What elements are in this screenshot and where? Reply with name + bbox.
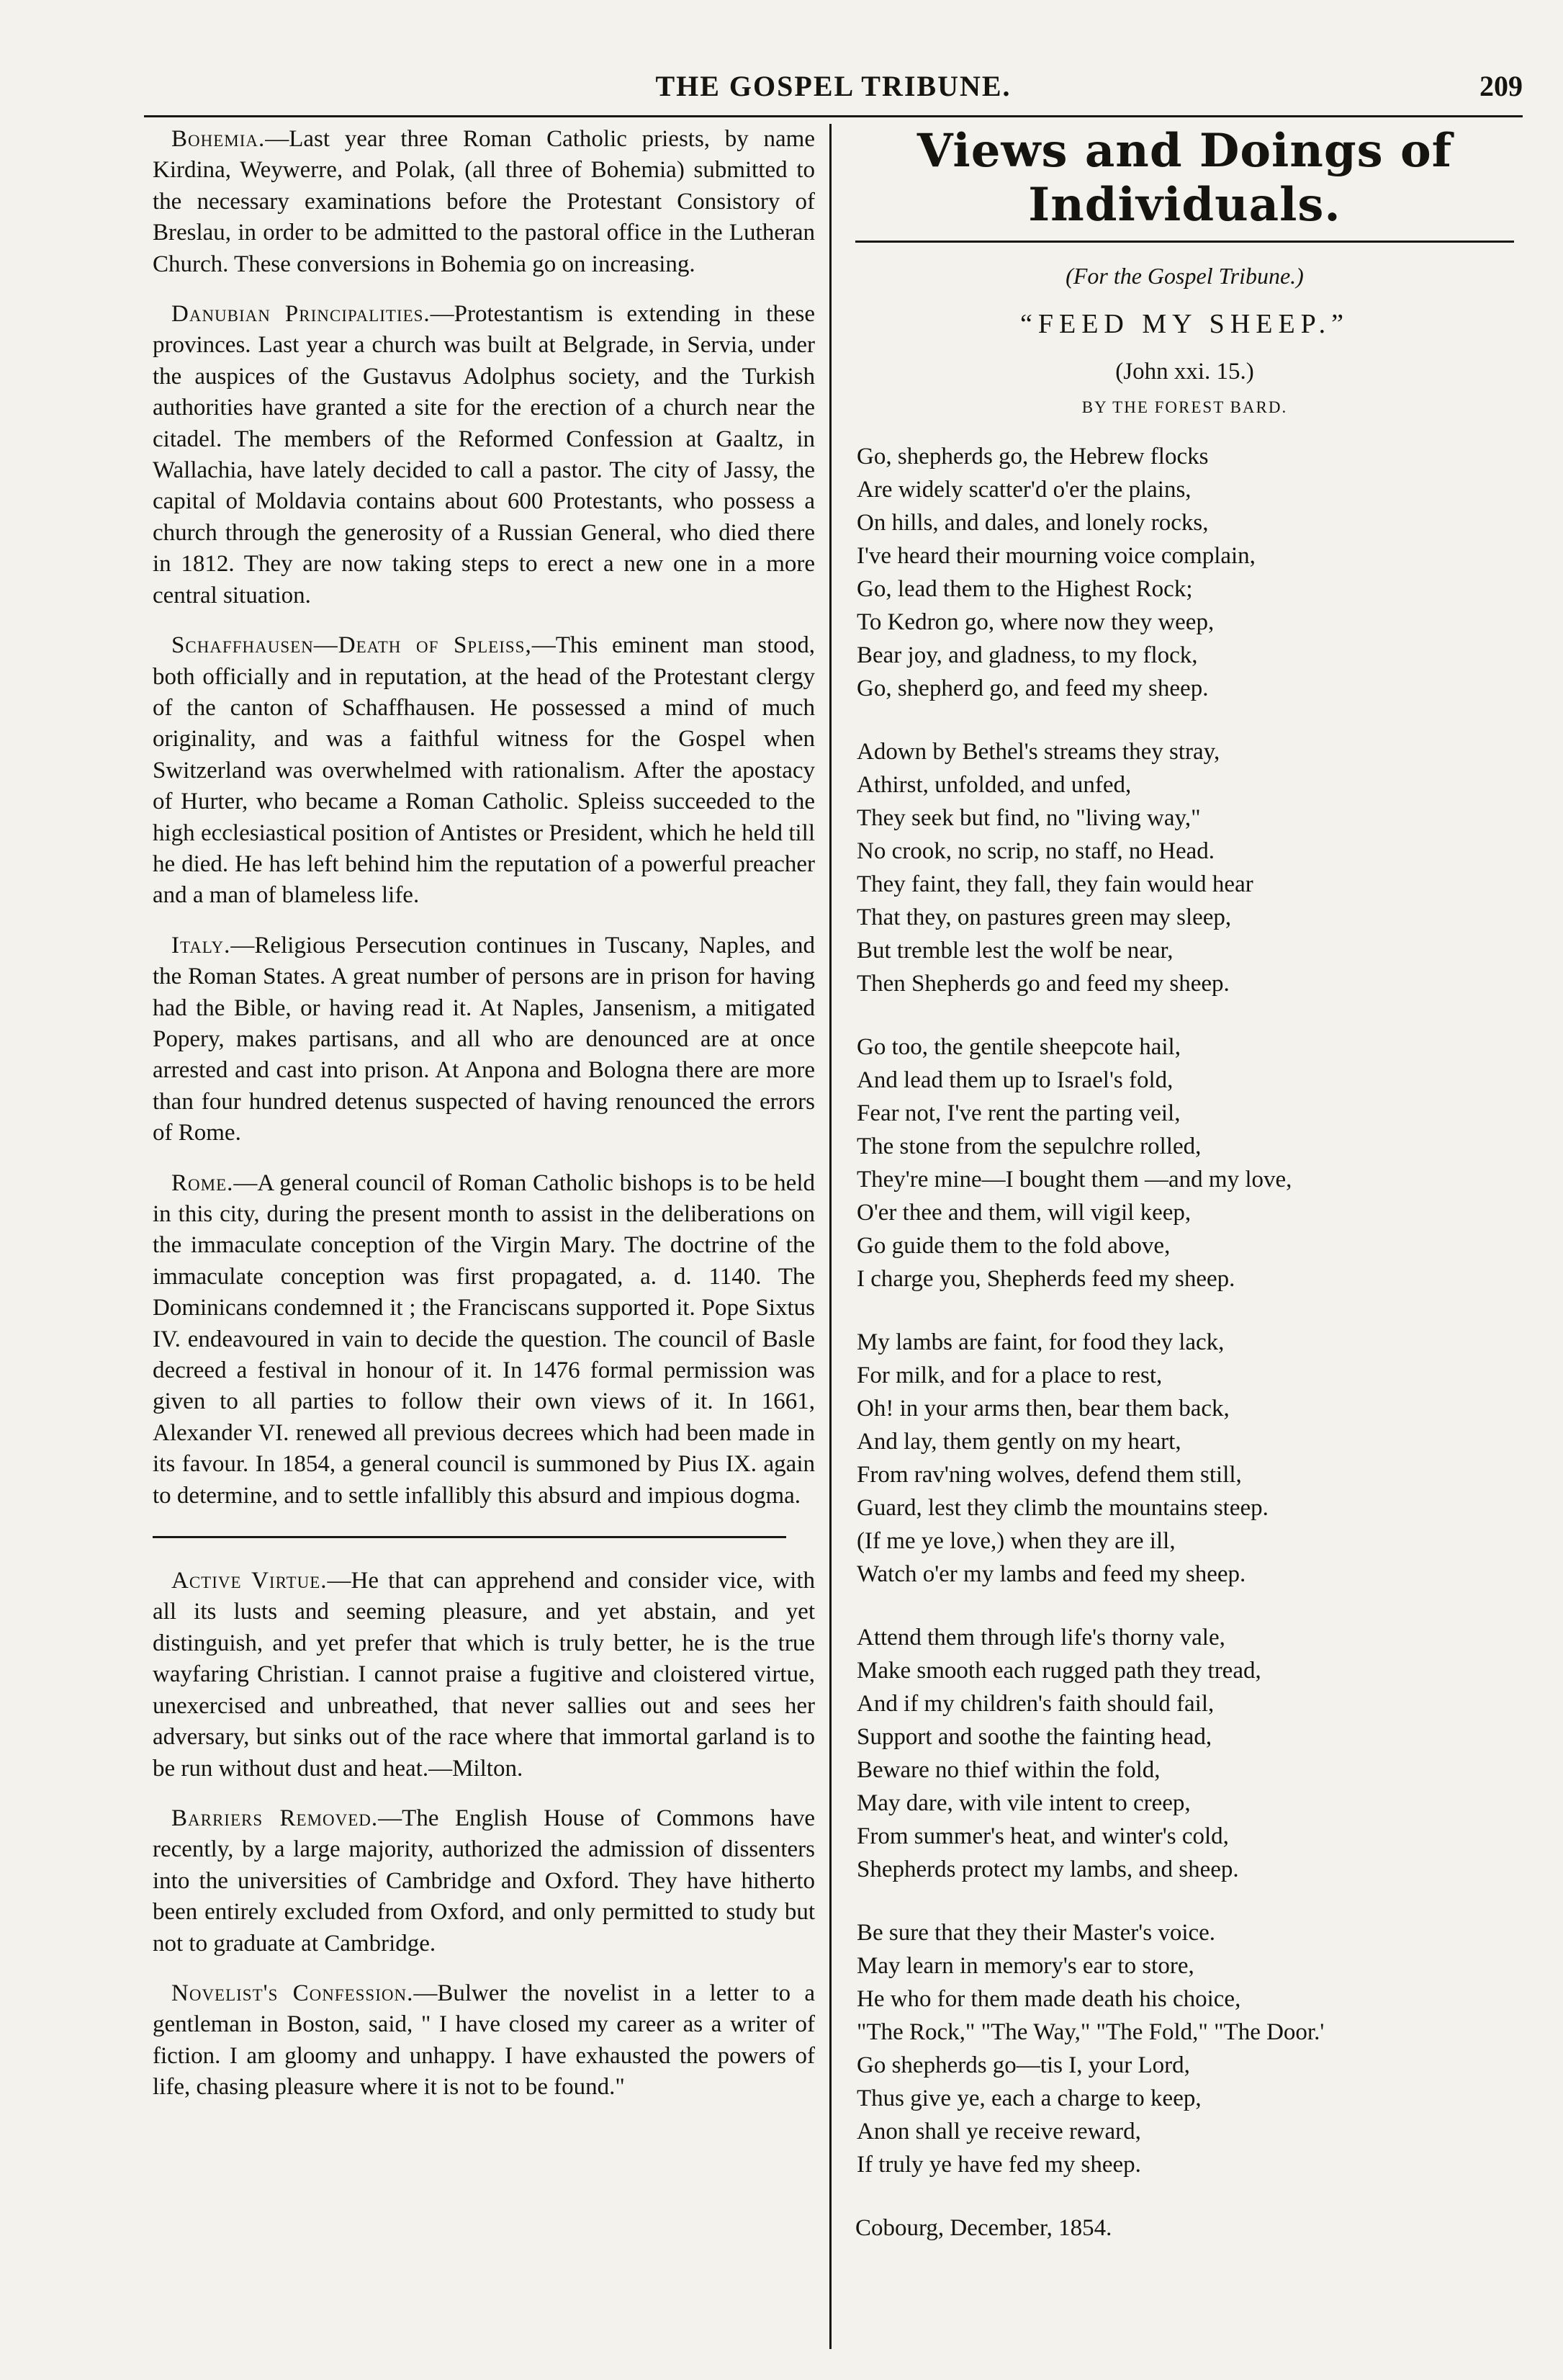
poem-line: And lead them up to Israel's fold, xyxy=(857,1067,1174,1093)
section-separator xyxy=(153,1536,786,1538)
poem-line: The stone from the sepulchre rolled, xyxy=(857,1133,1202,1159)
news-item-text: —Protestantism is extending in these provinces. Last year a church was built at Belgrade, in Servia, under the auspices of the Gustavus Adolphus society, and the Turkish authorities have granted a site for the erection of a church near the citadel. The members of the Reformed Confession at Gaaltz, in Wallachia, have lately decided to call a pastor. The city of Jassy, the capital of Moldavia contains about 600 Protestants, who possess a church through the generosity of a Russian General, who died there in 1812. They are now taking steps to erect a new one in a more central situation. xyxy=(153,301,815,609)
news-item-text: —The English House of Commons have recently, by a large majority, authorized the admission of dissenters into the universities of Cambridge and Oxford. They have hitherto been entirely excluded from Oxford, and only permitted to study but not to graduate at Cambridge. xyxy=(153,1805,815,1957)
poem-line: Shepherds protect my lambs, and sheep. xyxy=(857,1856,1239,1882)
poem-line: They're mine—I bought them —and my love, xyxy=(857,1167,1292,1193)
news-item-heading: Novelist's Confession. xyxy=(171,1980,414,2006)
news-item-heading: Bohemia. xyxy=(171,126,266,152)
poem-line: Fear not, I've rent the parting veil, xyxy=(857,1100,1181,1126)
news-item xyxy=(153,930,815,1149)
poem-line: No crook, no scrip, no staff, no Head. xyxy=(857,838,1215,864)
poem-line: Bear joy, and gladness, to my flock, xyxy=(857,642,1198,668)
poem-stanza xyxy=(855,1030,1514,1295)
news-item-text: —Last year three Roman Catholic priests, by name Kirdina, Weywerre, and Polak, (all three of Bohemia) submitted to the necessary examinations before the Protestant Consistory of Breslau, in order to be admitted to the pastoral office in the Lutheran Church. These conversions in Bohemia go on increasing. xyxy=(153,126,815,277)
news-item xyxy=(153,630,815,912)
poem-line: Guard, lest they climb the mountains steep. xyxy=(857,1495,1269,1521)
poem-line: My lambs are faint, for food they lack, xyxy=(857,1329,1225,1355)
poem-line: Thus give ye, each a charge to keep, xyxy=(857,2085,1202,2111)
poem-line: He who for them made death his choice, xyxy=(857,1986,1241,2012)
section-title: Views and Doings of Individuals. xyxy=(916,124,1453,232)
poem-line: Go, shepherds go, the Hebrew flocks xyxy=(857,444,1209,470)
miscellany-items-group xyxy=(153,1566,815,2103)
news-item-text: —This eminent man stood, both officially and in reputation, at the head of the Protestant clergy of the canton of Schaffhausen. He possessed a mind of much originality, and was a faithful witness for the Gospel when Switzerland was overwhelmed with rationalism. After the apostacy of Hurter, who became a Roman Catholic. Spleiss succeeded to the high ecclesiastical position of Antistes or President, which he held till he died. He has left behind him the reputation of a powerful preacher and a man of blameless life. xyxy=(153,632,816,909)
news-item-heading: Rome. xyxy=(171,1169,234,1196)
poem-line: Watch o'er my lambs and feed my sheep. xyxy=(857,1561,1246,1587)
poem-line: "The Rock," "The Way," "The Fold," "The Door.' xyxy=(857,2019,1325,2045)
news-item-heading: Italy. xyxy=(171,932,231,958)
news-item xyxy=(153,1803,815,1959)
poem-line: Beware no thief within the fold, xyxy=(857,1757,1161,1783)
news-item-heading: Danubian Principalities. xyxy=(171,301,431,328)
news-items-group xyxy=(153,124,815,1512)
poem-line: For milk, and for a place to rest, xyxy=(857,1362,1163,1388)
news-item xyxy=(153,1566,815,1784)
column-divider xyxy=(829,124,832,2349)
news-item-heading: Active Virtue. xyxy=(171,1568,328,1594)
poem-line: Go too, the gentile sheepcote hail, xyxy=(857,1034,1181,1060)
poem-line: May dare, with vile intent to creep, xyxy=(857,1790,1191,1816)
news-item xyxy=(153,1978,815,2103)
poem-line: I've heard their mourning voice complain, xyxy=(857,543,1256,569)
poem-line: Are widely scatter'd o'er the plains, xyxy=(857,477,1192,503)
poem-line: O'er thee and them, will vigil keep, xyxy=(857,1200,1192,1226)
poem-body xyxy=(855,440,1514,2181)
poem-line: Go guide them to the fold above, xyxy=(857,1233,1171,1259)
poem-line: (If me ye love,) when they are ill, xyxy=(857,1528,1176,1554)
poem-line: That they, on pastures green may sleep, xyxy=(857,904,1232,930)
poem-line: Then Shepherds go and feed my sheep. xyxy=(857,971,1230,997)
poem-credit: (For the Gospel Tribune.) xyxy=(1066,263,1304,289)
scripture-reference: (John xxi. 15.) xyxy=(1115,359,1254,385)
left-column xyxy=(153,124,815,2122)
poem-line: Anon shall ye receive reward, xyxy=(857,2119,1141,2145)
poem-line: But tremble lest the wolf be near, xyxy=(857,938,1174,964)
poem-dateline: Cobourg, December, 1854. xyxy=(855,2215,1112,2241)
poem-line: And if my children's faith should fail, xyxy=(857,1691,1215,1717)
poem-line: On hills, and dales, and lonely rocks, xyxy=(857,510,1209,536)
poem-title: “FEED MY SHEEP.” xyxy=(1020,309,1349,339)
poem-stanza xyxy=(855,1916,1514,2181)
poem-line: Oh! in your arms then, bear them back, xyxy=(857,1396,1230,1422)
poem-line: Go shepherds go—tis I, your Lord, xyxy=(857,2052,1190,2078)
poem-line: From rav'ning wolves, defend them still, xyxy=(857,1462,1242,1488)
poem-stanza xyxy=(855,735,1514,1000)
poem-line: Make smooth each rugged path they tread, xyxy=(857,1658,1261,1684)
poem-line: Go, lead them to the Highest Rock; xyxy=(857,576,1193,602)
news-item-text: —Religious Persecution continues in Tuscany, Naples, and the Roman States. A great number of persons are in prison for having had the Bible, or having read it. At Naples, Jansenism, a mitigated Popery, makes partisans, and all who are denounced are at once arrested and cast into prison. At Anpona and Bologna there are more than four hundred detenus suspected of having renounced the errors of Rome. xyxy=(153,932,815,1146)
journal-title: THE GOSPEL TRIBUNE. xyxy=(655,70,1012,102)
poem-line: Support and soothe the fainting head, xyxy=(857,1724,1212,1750)
poem-line: Go, shepherd go, and feed my sheep. xyxy=(857,675,1209,701)
poem-line: They seek but find, no "living way," xyxy=(857,805,1201,831)
poem-line: And lay, them gently on my heart, xyxy=(857,1429,1181,1455)
news-item xyxy=(153,124,815,280)
news-item-text: —Bulwer the novelist in a letter to a gentleman in Boston, said, " I have closed my career as a writer of fiction. I am gloomy and unhappy. I have exhausted the powers of life, chasing pleasure where it is not to be found." xyxy=(153,1980,815,2101)
poem-line: If truly ye have fed my sheep. xyxy=(857,2152,1141,2178)
poem-stanza xyxy=(855,1621,1514,1886)
news-item-heading: Schaffhausen—Death of Spleiss, xyxy=(171,632,532,659)
poem-line: Athirst, unfolded, and unfed, xyxy=(857,772,1132,798)
poem-line: Be sure that they their Master's voice. xyxy=(857,1920,1216,1946)
header-rule xyxy=(144,115,1523,117)
news-item xyxy=(153,299,815,611)
right-column xyxy=(855,124,1514,2245)
poem-stanza xyxy=(855,440,1514,705)
poem-line: Attend them through life's thorny vale, xyxy=(857,1625,1225,1651)
poem-line: May learn in memory's ear to store, xyxy=(857,1953,1194,1979)
poem-stanza xyxy=(855,1326,1514,1591)
page-number: 209 xyxy=(1479,70,1523,102)
news-item xyxy=(153,1168,815,1512)
news-item-text: —A general council of Roman Catholic bishops is to be held in this city, during the present month to assist in the deliberations on the immaculate conception of the Virgin Mary. The doctrine of the immaculate conception was first propagated, a. d. 1140. The Dominicans condemned it ; the Franciscans supported it. Pope Sixtus IV. endeavoured in vain to decide the question. The council of Basle decreed a festival in honour of it. In 1476 formal permission was given to all parties to follow their own views of it. In 1661, Alexander VI. renewed all previous decrees which had been made in its favour. In 1854, a general council is summoned by Pius IX. again to determine, and to settle infallibly this absurd and impious dogma. xyxy=(153,1169,815,1509)
poem-line: Adown by Bethel's streams they stray, xyxy=(857,739,1220,765)
poem-byline: BY THE FOREST BARD. xyxy=(1081,398,1288,416)
section-title-rule xyxy=(855,241,1514,243)
poem-line: They faint, they fall, they fain would hear xyxy=(857,871,1253,897)
news-item-heading: Barriers Removed. xyxy=(171,1805,379,1831)
poem-line: To Kedron go, where now they weep, xyxy=(857,609,1215,635)
news-item-text: —He that can apprehend and consider vice, with all its lusts and seeming pleasure, and yet abstain, and yet distinguish, and yet prefer that which is truly better, he is the true wayfaring Christian. I cannot praise a fugitive and cloistered virtue, unexercised and unbreathed, that never sallies out and sees her adversary, but sinks out of the race where that immortal garland is to be run without dust and heat.—Milton. xyxy=(153,1568,815,1782)
page-header xyxy=(144,69,1523,112)
poem-line: From summer's heat, and winter's cold, xyxy=(857,1823,1229,1849)
poem-line: I charge you, Shepherds feed my sheep. xyxy=(857,1266,1235,1292)
